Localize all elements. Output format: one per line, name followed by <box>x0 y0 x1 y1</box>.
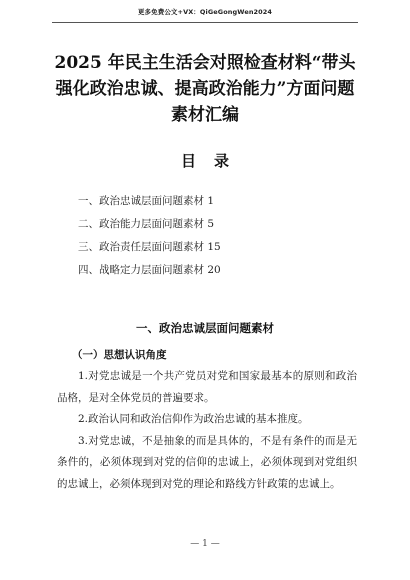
title-line-2: 强化政治忠诚、提高政治能力”方面问题 <box>55 79 355 99</box>
paragraph: 1.对党忠诚是一个共产党员对党和国家最基本的原则和政治品格，是对全体党员的普遍要求。 <box>57 370 357 404</box>
table-of-contents <box>78 190 358 282</box>
page-number: — 1 — <box>190 539 220 549</box>
toc-item[interactable]: 一、政治忠诚层面问题素材 1 <box>78 195 215 207</box>
toc-item[interactable]: 二、政治能力层面问题素材 5 <box>78 218 215 230</box>
toc-heading: 目录 <box>180 152 247 170</box>
paragraph: 3.对党忠诚，不是抽象的而是具体的，不是有条件的而是无条件的，必须体现到对党的信仰的忠诚上，必须体现到对党组织的忠诚上，必须体现到对党的理论和路线方针政策的忠诚上。 <box>57 434 357 490</box>
section-heading: 一、政治忠诚层面问题素材 <box>136 321 274 335</box>
header-note: 更多免费公文+VX：QiGeGongWen2024 <box>137 8 273 16</box>
section-subheading: （一）思想认识角度 <box>72 349 167 361</box>
document-title <box>0 50 410 128</box>
paragraph: 2.政治认同和政治信仰作为政治忠诚的基本推度。 <box>78 413 309 425</box>
toc-item[interactable]: 四、战略定力层面问题素材 20 <box>78 264 221 276</box>
title-line-1: 2025 年民主生活会对照检查材料“带头 <box>54 53 356 73</box>
title-line-3: 素材汇编 <box>171 105 239 125</box>
header-divider <box>52 22 358 23</box>
toc-item[interactable]: 三、政治责任层面问题素材 15 <box>78 241 221 253</box>
body-text <box>57 366 357 495</box>
